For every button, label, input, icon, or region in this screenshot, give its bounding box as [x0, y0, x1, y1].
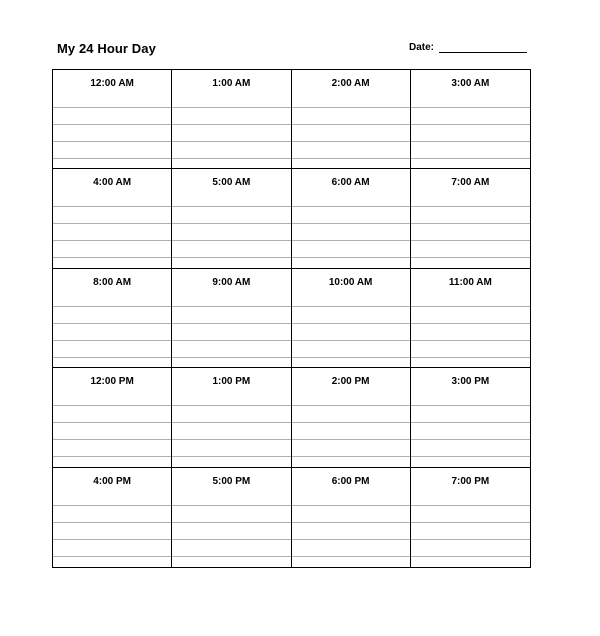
time-slot-label: 12:00 AM [90, 78, 134, 89]
writing-lines[interactable] [292, 190, 410, 267]
time-slot-label: 12:00 PM [90, 376, 134, 388]
time-slot-cell[interactable] [172, 368, 291, 467]
writing-lines[interactable] [292, 389, 410, 466]
time-slot-label: 5:00 AM [212, 177, 251, 189]
time-slot-cell[interactable] [53, 468, 172, 567]
schedule-grid [52, 69, 531, 568]
writing-lines[interactable] [172, 190, 290, 267]
writing-lines[interactable] [411, 489, 530, 567]
time-slot-cell[interactable] [292, 468, 411, 567]
time-slot-cell[interactable] [411, 368, 530, 467]
time-slot-label: 7:00 PM [451, 475, 490, 487]
time-slot-cell[interactable] [411, 70, 530, 169]
writing-lines[interactable] [292, 91, 410, 168]
time-slot-cell[interactable] [53, 70, 172, 169]
writing-lines[interactable] [172, 91, 290, 168]
date-label: Date: [409, 42, 435, 53]
time-slot-label: 4:00 PM [93, 475, 132, 487]
writing-lines[interactable] [53, 91, 171, 168]
writing-lines[interactable] [292, 489, 410, 567]
writing-lines[interactable] [53, 489, 171, 567]
time-slot-cell[interactable] [411, 169, 530, 268]
writing-lines[interactable] [53, 389, 171, 466]
date-blank-line[interactable] [439, 42, 527, 53]
time-slot-cell[interactable] [292, 70, 411, 169]
time-slot-cell[interactable] [53, 169, 172, 268]
time-slot-cell[interactable] [172, 70, 291, 169]
writing-lines[interactable] [411, 389, 530, 466]
time-slot-cell[interactable] [411, 468, 530, 567]
time-slot-cell[interactable] [53, 368, 172, 467]
writing-lines[interactable] [411, 91, 530, 168]
time-slot-label: 6:00 AM [331, 177, 370, 189]
writing-lines[interactable] [172, 290, 290, 367]
writing-lines[interactable] [411, 190, 530, 267]
writing-lines[interactable] [53, 190, 171, 267]
time-slot-cell[interactable] [172, 169, 291, 268]
time-slot-label: 4:00 AM [93, 177, 132, 189]
writing-lines[interactable] [172, 489, 290, 567]
time-slot-label: 3:00 PM [451, 376, 490, 388]
time-slot-label: 6:00 PM [331, 475, 370, 487]
time-slot-label: 1:00 AM [212, 78, 251, 89]
time-slot-label: 2:00 AM [331, 78, 370, 89]
time-slot-cell[interactable] [53, 269, 172, 368]
time-slot-label: 5:00 PM [212, 475, 251, 487]
time-slot-label: 1:00 PM [212, 376, 251, 388]
writing-lines[interactable] [172, 389, 290, 466]
time-slot-cell[interactable] [292, 169, 411, 268]
writing-lines[interactable] [53, 290, 171, 367]
time-slot-cell[interactable] [172, 269, 291, 368]
time-slot-label: 9:00 AM [212, 276, 251, 288]
time-slot-label: 8:00 AM [93, 276, 132, 288]
page-title: My 24 Hour Day [57, 41, 156, 56]
time-slot-label: 10:00 AM [328, 276, 373, 288]
time-slot-label: 11:00 AM [448, 276, 492, 288]
writing-lines[interactable] [292, 290, 410, 367]
time-slot-label: 3:00 AM [451, 78, 490, 89]
time-slot-cell[interactable] [292, 269, 411, 368]
time-slot-label: 7:00 AM [451, 177, 490, 189]
time-slot-cell[interactable] [292, 368, 411, 467]
time-slot-cell[interactable] [411, 269, 530, 368]
date-field[interactable] [409, 42, 527, 53]
time-slot-label: 2:00 PM [331, 376, 370, 388]
time-slot-cell[interactable] [172, 468, 291, 567]
writing-lines[interactable] [411, 290, 530, 367]
